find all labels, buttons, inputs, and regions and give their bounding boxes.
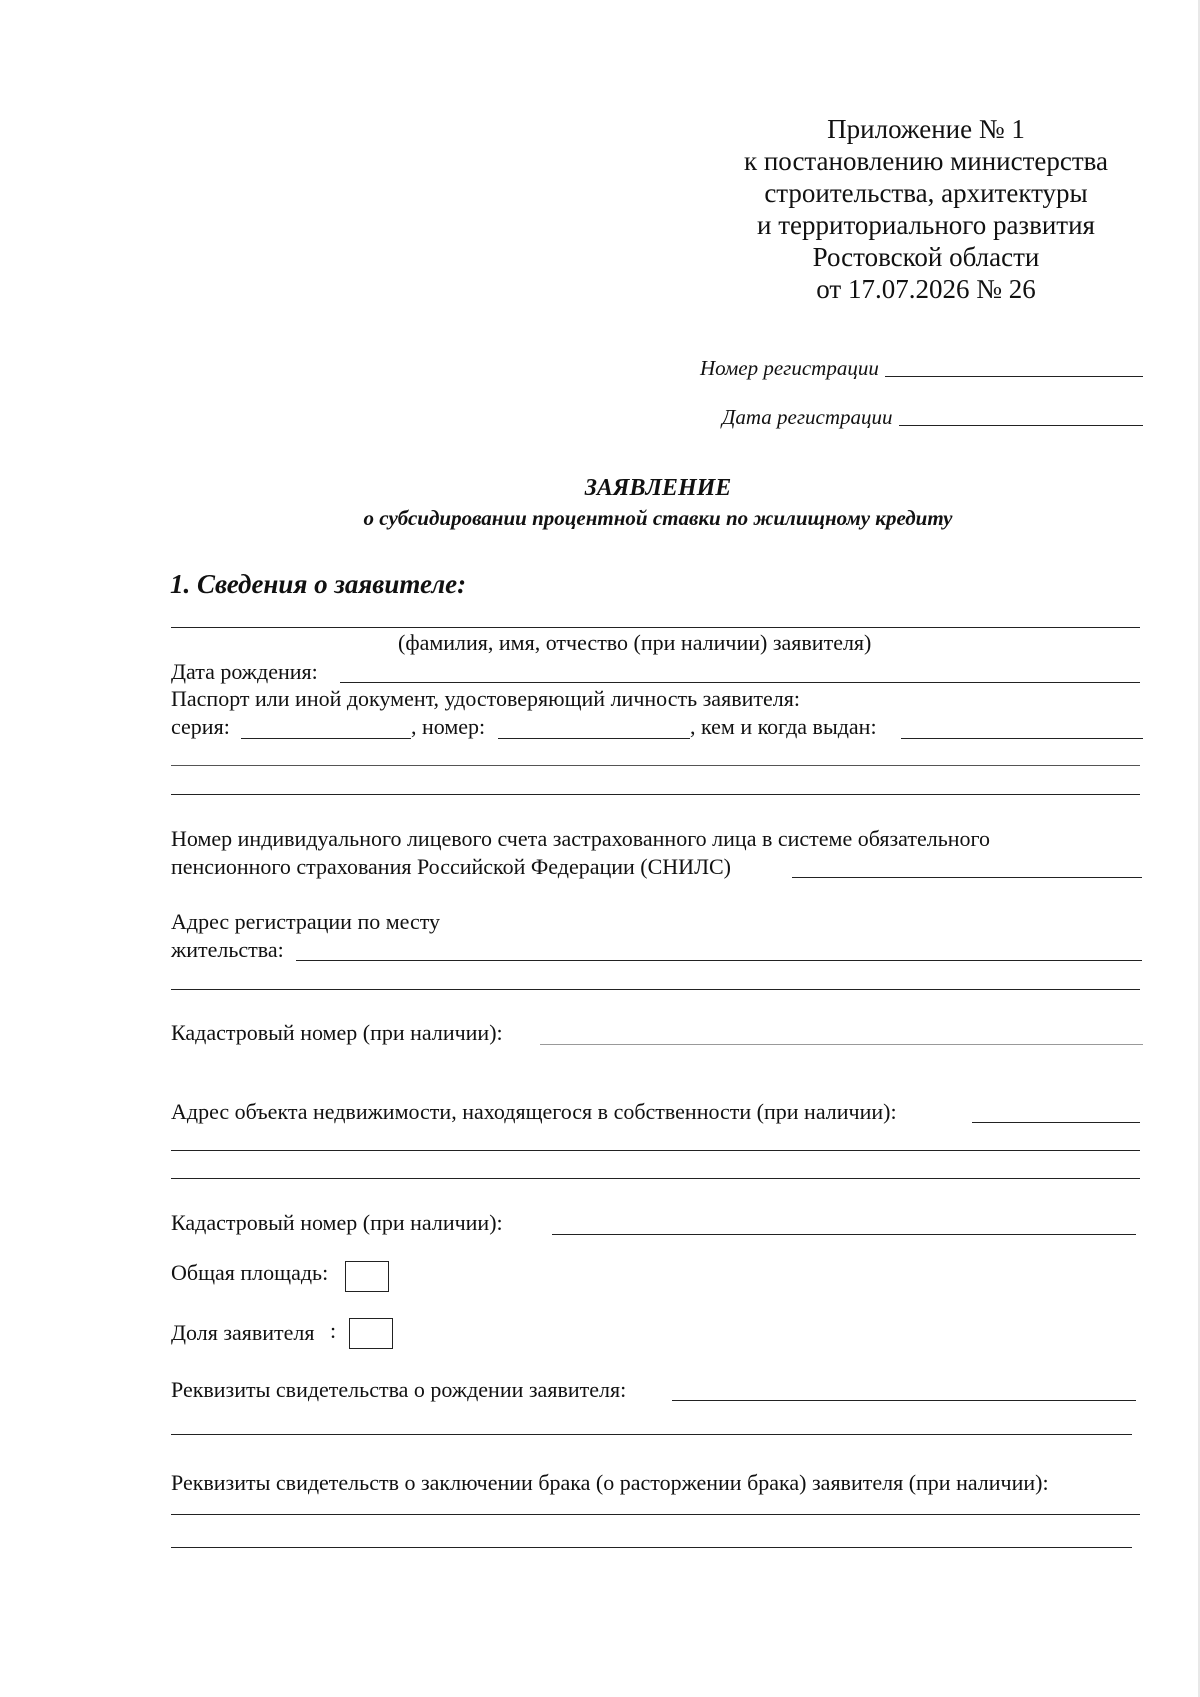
registration-number-field[interactable] xyxy=(885,358,1143,377)
fio-caption: (фамилия, имя, отчество (при наличии) заявителя) xyxy=(398,630,872,655)
marriage-certificate-label: Реквизиты свидетельств о заключении брака (о расторжении брака) заявителя (при наличии): xyxy=(171,1470,1049,1495)
issued-by-field[interactable] xyxy=(901,738,1143,739)
address-field-line-2[interactable] xyxy=(171,989,1140,990)
snils-field[interactable] xyxy=(792,877,1142,878)
share-label: Доля заявителя xyxy=(171,1320,315,1345)
passport-number-field[interactable] xyxy=(498,738,690,739)
registration-date-row xyxy=(722,405,1143,429)
appendix-header xyxy=(706,113,1146,305)
cadastral-number-label: Кадастровый номер (при наличии): xyxy=(171,1210,503,1235)
appendix-line: строительства, архитектуры xyxy=(764,178,1088,208)
property-address-field[interactable] xyxy=(972,1122,1140,1123)
birth-date-field[interactable] xyxy=(340,682,1140,683)
property-address-field-line-3[interactable] xyxy=(171,1178,1140,1179)
cadastral-number-label: Кадастровый номер (при наличии): xyxy=(171,1020,503,1045)
series-label: серия: xyxy=(171,714,230,739)
address-label-line-1: Адрес регистрации по месту xyxy=(171,909,441,934)
marriage-certificate-field[interactable] xyxy=(171,1514,1140,1515)
series-field[interactable] xyxy=(241,738,411,739)
registration-number-row xyxy=(700,356,1143,380)
appendix-line: к постановлению министерства xyxy=(743,146,1109,176)
share-colon: : xyxy=(330,1318,337,1343)
registration-date-field[interactable] xyxy=(899,407,1143,426)
cadastral-number-field[interactable] xyxy=(540,1044,1143,1045)
total-area-box[interactable] xyxy=(345,1261,389,1292)
property-address-label: Адрес объекта недвижимости, находящегося в собственности (при наличии): xyxy=(171,1099,897,1124)
fio-field[interactable] xyxy=(171,627,1140,628)
issued-by-field-line-2[interactable] xyxy=(171,765,1140,766)
passport-label: Паспорт или иной документ, удостоверяющий личность заявителя: xyxy=(171,686,800,711)
total-area-label: Общая площадь: xyxy=(171,1260,329,1285)
birth-date-label: Дата рождения: xyxy=(171,659,318,684)
appendix-line: Приложение № 1 xyxy=(827,114,1025,144)
issued-by-label: , кем и когда выдан: xyxy=(690,714,877,739)
registration-date-label: Дата регистрации xyxy=(722,405,893,429)
marriage-certificate-field-line-2[interactable] xyxy=(171,1547,1132,1548)
passport-number-label: , номер: xyxy=(411,714,486,739)
section-heading: 1. Сведения о заявителе: xyxy=(170,569,467,599)
cadastral-number-field[interactable] xyxy=(552,1234,1136,1235)
address-label-line-2: жительства: xyxy=(171,937,284,962)
appendix-line: Ростовской области xyxy=(812,242,1040,272)
issued-by-field-line-3[interactable] xyxy=(171,794,1140,795)
birth-certificate-field[interactable] xyxy=(672,1400,1136,1401)
birth-certificate-label: Реквизиты свидетельства о рождении заявителя: xyxy=(171,1377,627,1402)
document-subtitle: о субсидировании процентной ставки по жилищному кредиту xyxy=(363,506,953,530)
appendix-line: и территориального развития xyxy=(757,210,1095,240)
appendix-line: от 17.07.2026 № 26 xyxy=(816,274,1036,304)
address-field[interactable] xyxy=(296,960,1142,961)
document-title: ЗАЯВЛЕНИЕ xyxy=(584,475,732,501)
property-address-field-line-2[interactable] xyxy=(171,1150,1140,1151)
share-box[interactable] xyxy=(349,1318,393,1349)
registration-number-label: Номер регистрации xyxy=(700,356,879,380)
snils-label-line-2: пенсионного страхования Российской Федерации (СНИЛС) xyxy=(171,854,731,879)
birth-certificate-field-line-2[interactable] xyxy=(171,1434,1132,1435)
snils-label-line-1: Номер индивидуального лицевого счета застрахованного лица в системе обязательного xyxy=(171,826,991,851)
